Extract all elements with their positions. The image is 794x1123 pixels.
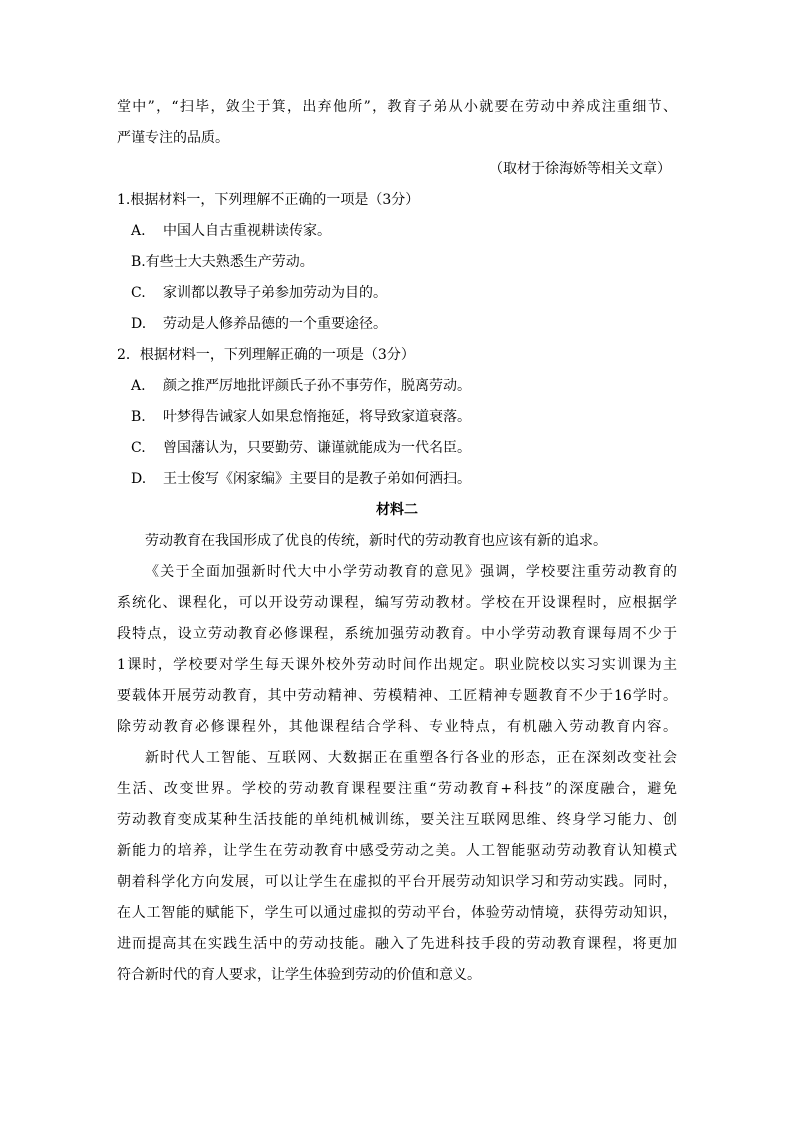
question-2-stem: 2．根据材料一，下列理解正确的一项是（3分） [117,347,415,363]
paragraph-line: 除劳动教育必修课程外，其他课程结合学科、专业特点，有机融入劳动教育内容。 [117,719,677,735]
question-1-stem: 1.根据材料一，下列理解不正确的一项是（3分） [117,192,420,208]
paragraph-line: 系统化、课程化，可以开设劳动课程，编写劳动教材。学校在开设课程时，应根据学 [117,595,677,611]
q2-option-b: B. 叶梦得告诫家人如果怠惰拖延，将导致家道衰落。 [131,409,471,425]
q2-option-d: D. 王士俊写《闲家编》主要目的是教子弟如何洒扫。 [131,471,471,487]
paragraph-line: 符合新时代的育人要求，让学生体验到劳动的价值和意义。 [117,967,481,983]
q1-option-a: A. 中国人自古重视耕读传家。 [131,223,331,239]
q1-option-d: D. 劳动是人修养品德的一个重要途径。 [131,316,387,332]
paragraph-line: 生活、改变世界。学校的劳动教育课程要注重“劳动教育+科技”的深度融合，避免 [117,781,677,797]
intro-line: 严谨专注的品质。 [117,130,229,146]
paragraph-3 [117,743,677,991]
source-note: （取材于徐海娇等相关文章） [489,161,671,177]
section-heading: 材料二 [376,502,418,518]
q2-option-c: C. 曾国藩认为，只要勤劳、谦谨就能成为一代名臣。 [131,440,471,456]
paragraph-line: 《关于全面加强新时代大中小学劳动教育的意见》强调，学校要注重劳动教育的 [145,564,677,580]
document-page [117,92,677,991]
paragraph-line: 在人工智能的赋能下，学生可以通过虚拟的劳动平台，体验劳动情境，获得劳动知识， [117,905,677,921]
intro-line: 堂中”，“扫毕，敛尘于箕，出弃他所”，教育子弟从小就要在劳动中养成注重细节、 [117,99,677,115]
paragraph-line: 1课时，学校要对学生每天课外校外劳动时间作出规定。职业院校以实习实训课为主 [117,657,677,673]
q1-option-b: B.有些士大夫熟悉生产劳动。 [131,254,314,270]
q1-option-c: C. 家训都以教导子弟参加劳动为目的。 [131,285,387,301]
paragraph-2 [117,557,677,743]
paragraph-line: 新能力的培养，让学生在劳动教育中感受劳动之美。人工智能驱动劳动教育认知模式 [117,843,677,859]
paragraph-line: 进而提高其在实践生活中的劳动技能。融入了先进科技手段的劳动教育课程，将更加 [117,936,677,952]
q2-option-a: A. 颜之推严厉地批评颜氏子孙不事劳作，脱离劳动。 [131,378,471,394]
paragraph-1: 劳动教育在我国形成了优良的传统，新时代的劳动教育也应该有新的追求。 [145,533,607,549]
paragraph-line: 朝着科学化方向发展，可以让学生在虚拟的平台开展劳动知识学习和劳动实践。同时， [117,874,677,890]
paragraph-line: 段特点，设立劳动教育必修课程，系统加强劳动教育。中小学劳动教育课每周不少于 [117,626,677,642]
paragraph-line: 新时代人工智能、互联网、大数据正在重塑各行各业的形态，正在深刻改变社会 [145,750,677,766]
paragraph-line: 劳动教育变成某种生活技能的单纯机械训练，要关注互联网思维、终身学习能力、创 [117,812,677,828]
paragraph-line: 要载体开展劳动教育，其中劳动精神、劳模精神、工匠精神专题教育不少于16学时。 [117,688,677,704]
